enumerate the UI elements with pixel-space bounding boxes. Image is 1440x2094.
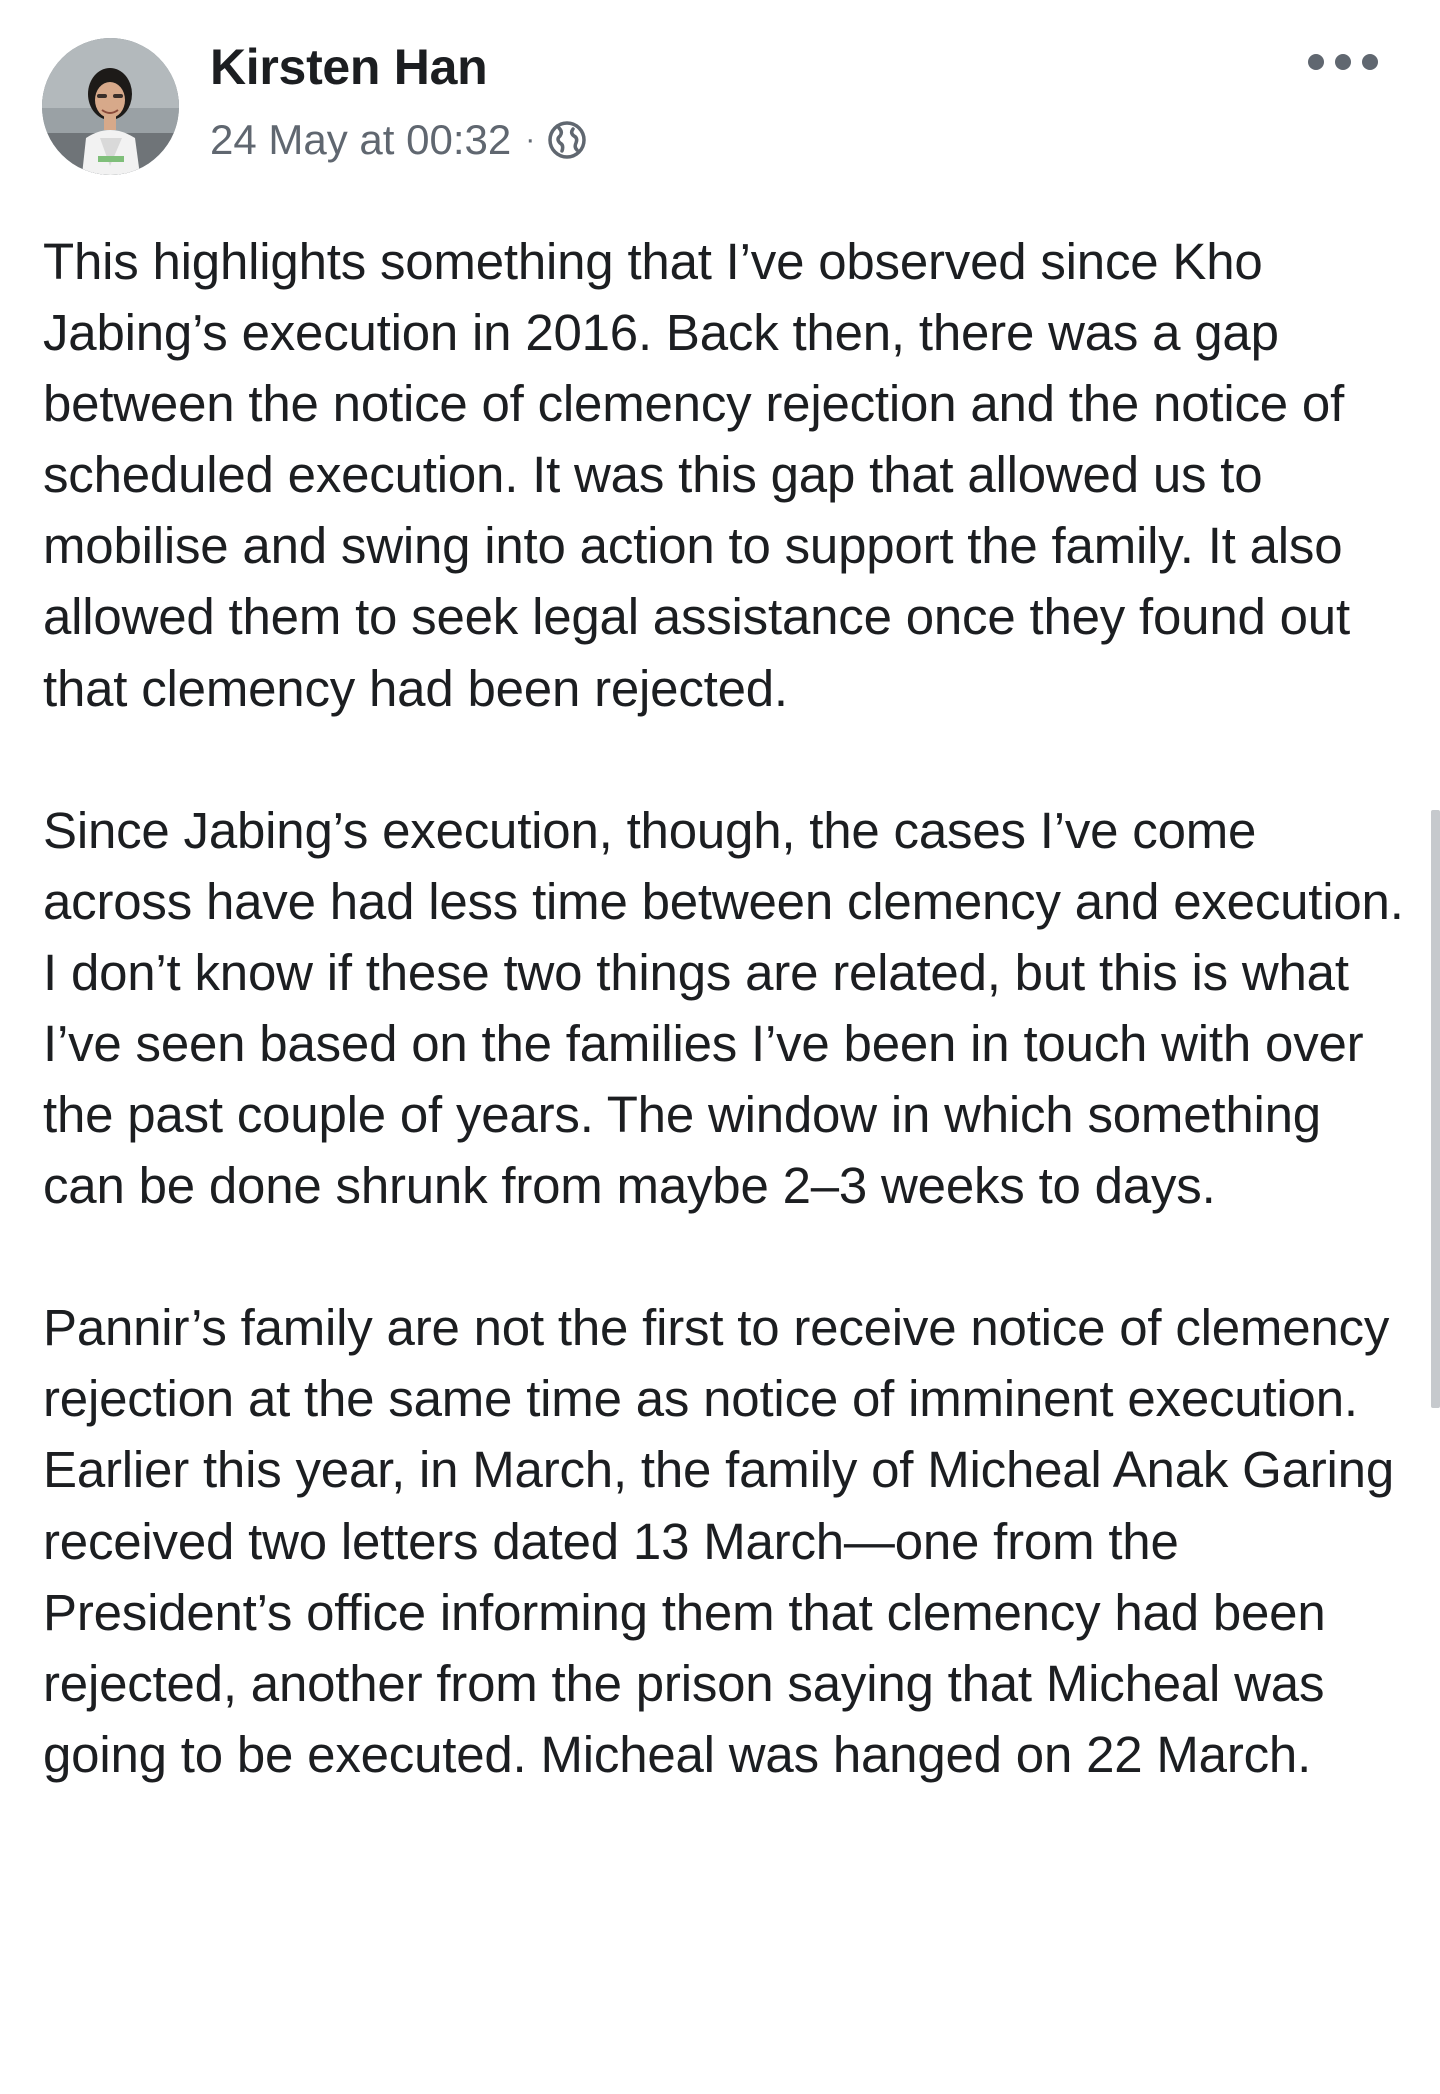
more-dot: [1308, 54, 1324, 70]
profile-photo-icon: [42, 38, 179, 175]
post-text: [43, 226, 1413, 1790]
post-paragraph: This highlights something that I’ve observed since Kho Jabing’s execution in 2016. Back then, there was a gap between the notice of clemency rejection and the notice of scheduled execution. It was this gap that allowed us to mobilise and swing into action to support the family. It also allowed them to seek legal assistance once they found out that clemency had been rejected.: [43, 233, 1350, 717]
more-dot: [1335, 54, 1351, 70]
globe-icon[interactable]: [547, 120, 587, 160]
author-name[interactable]: Kirsten Han: [210, 39, 488, 95]
post-paragraph: Since Jabing’s execution, though, the cases I’ve come across have had less time between clemency and execution. I don’t know if these two things are related, but this is what I’ve seen based on the families I’ve been in touch with over the past couple of years. The window in which something can be done shrunk from maybe 2–3 weeks to days.: [43, 801, 1404, 1215]
scrollbar-thumb[interactable]: [1431, 810, 1440, 1408]
more-dot: [1362, 54, 1378, 70]
post-paragraph: Pannir’s family are not the first to receive notice of clemency rejection at the same time as notice of imminent execution. Earlier this year, in March, the family of Micheal Anak Garing received two letters dated 13 March—one from the President’s office informing them that clemency had been rejected, another from the prison saying that Micheal was going to be executed. Micheal was hanged on 22 March.: [43, 1299, 1395, 1783]
post-meta: [210, 116, 587, 164]
post-timestamp[interactable]: 24 May at 00:32: [210, 116, 512, 163]
author-avatar[interactable]: [42, 38, 179, 175]
more-options-icon[interactable]: [1308, 42, 1378, 82]
post-header: [0, 0, 1440, 190]
meta-separator: ·: [525, 123, 536, 156]
